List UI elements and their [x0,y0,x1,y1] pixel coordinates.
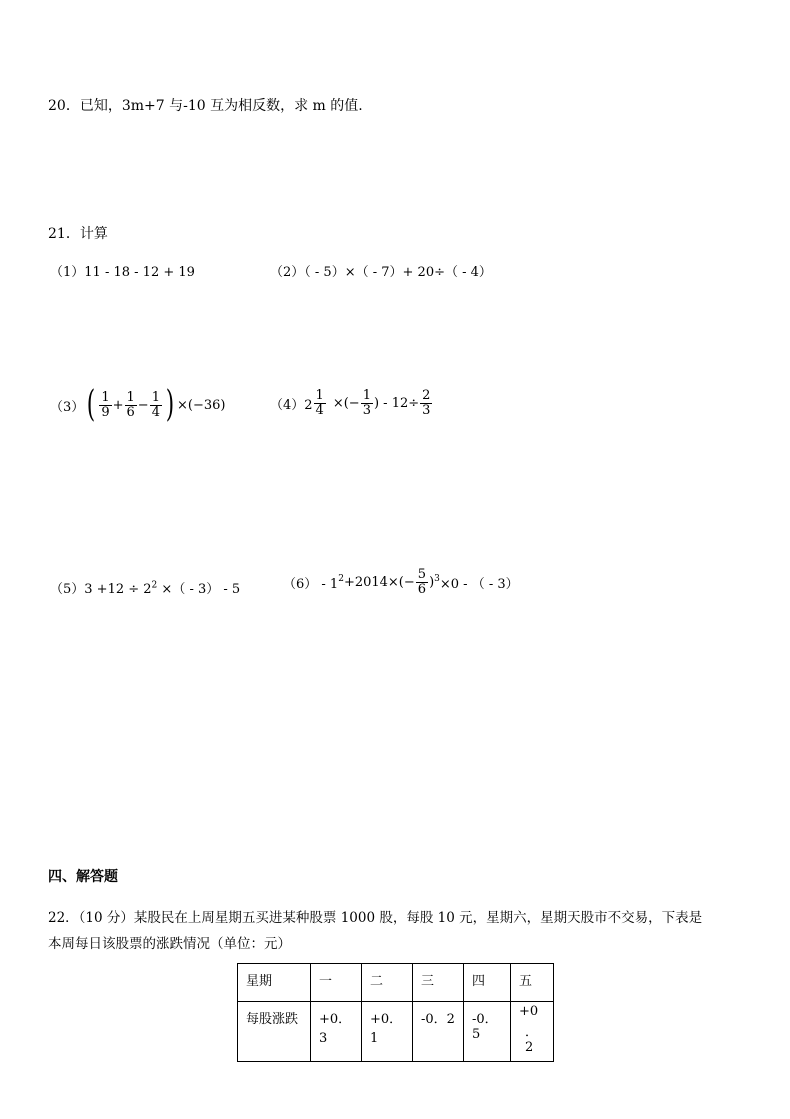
q6-close: ) [429,575,435,590]
question-20: 20．已知，3m+7 与-10 互为相反数，求 m 的值. [48,98,363,114]
cell-line: +0． [319,1012,352,1027]
denominator: 3 [362,403,371,418]
denominator: 4 [151,404,160,420]
q5-post: ×（ - 3） - 5 [161,582,241,597]
cell-line: +0 [519,1004,539,1019]
numerator: 1 [101,389,110,405]
question-21-6 [283,568,519,597]
q4-label: （4）2 [270,398,313,413]
table-cell: 三 [413,964,464,1002]
exponent: 2 [338,574,344,584]
table-cell [413,1002,464,1062]
numerator: 2 [422,388,431,403]
table-cell: 每股涨跌 [238,1002,311,1062]
table-cell [511,1002,554,1062]
fraction [99,391,111,420]
q5-pre: （5）3 +12 ÷ 2 [50,582,152,597]
q4-mid: ×(− [332,396,360,411]
table-cell: 星期 [238,964,311,1002]
fraction [420,389,432,418]
table-row [238,964,554,1002]
q6-post: ×0 - （ - 3） [439,577,519,592]
denominator: 9 [101,404,110,420]
q6-mid: +2014×(− [343,575,415,590]
cell-line: ．2 [525,1025,539,1055]
numerator: 1 [315,388,324,403]
exponent: 2 [151,580,158,591]
q3-label: （3） [50,399,85,415]
table-cell [464,1002,511,1062]
fraction [361,389,373,418]
left-paren: ( [87,384,96,425]
denominator: 4 [315,403,324,418]
operator: − [137,397,149,413]
denominator: 6 [417,582,427,597]
table-cell: 二 [362,964,413,1002]
table-cell: 四 [464,964,511,1002]
table-cell: 五 [511,964,554,1002]
table-row [238,1002,554,1062]
denominator: 6 [126,404,135,420]
fraction [314,389,326,418]
fraction [150,391,162,420]
question-22-line2: 本周每日该股票的涨跌情况（单位：元） [48,936,291,952]
table-cell [362,1002,413,1062]
exponent: 3 [434,574,440,584]
fraction [125,391,137,420]
question-21-2: （2）（ - 5）×（ - 7）+ 20÷（ - 4） [270,265,492,280]
numerator: 1 [362,388,371,403]
right-paren: ) [165,384,175,425]
q6-pre: （6） - 1 [283,577,339,592]
q4-mid2: ) - 12÷ [373,396,420,411]
cell-line: -0．2 [421,1012,455,1027]
question-21-5 [50,578,240,597]
stock-table [237,963,554,1062]
cell-line: +0． [370,1012,403,1027]
question-21-1: （1）11 - 18 - 12 + 19 [50,265,195,280]
operator: + [112,397,124,413]
table-cell [311,1002,362,1062]
numerator: 5 [417,567,427,582]
q3-tail: ×(−36) [177,397,226,413]
fraction [416,568,428,597]
question-21-4 [270,389,433,418]
cell-line: -0．5 [472,1012,498,1042]
cell-line: 3 [319,1031,328,1046]
question-21-title: 21．计算 [48,226,108,242]
numerator: 1 [151,389,160,405]
question-22-line1: 22．（10 分）某股民在上周星期五买进某种股票 1000 股，每股 10 元，星期六，星期天股市不交易，下表是 [48,910,703,926]
denominator: 3 [422,403,431,418]
cell-line: 1 [370,1031,379,1046]
question-21-3 [50,384,226,425]
section-4-heading: 四、解答题 [48,869,118,885]
table-cell: 一 [311,964,362,1002]
numerator: 1 [126,389,135,405]
